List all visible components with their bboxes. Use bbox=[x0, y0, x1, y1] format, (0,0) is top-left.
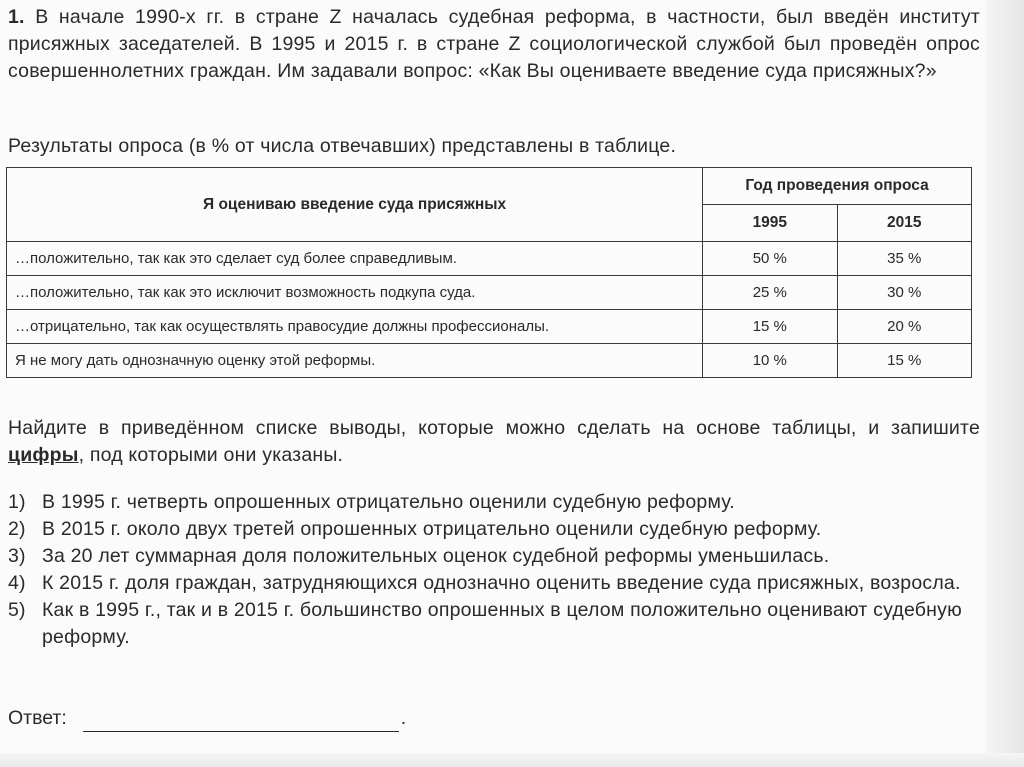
task-instruction-after: , под которыми они указаны. bbox=[78, 444, 344, 466]
header-year-2015: 2015 bbox=[837, 205, 971, 242]
value-2015: 30 % bbox=[837, 276, 971, 310]
option-number: 1) bbox=[8, 491, 26, 513]
value-1995: 25 % bbox=[703, 276, 837, 310]
answer-label: Ответ: bbox=[8, 707, 67, 729]
answer-end: . bbox=[400, 707, 407, 729]
row-statement: Я не могу дать однозначную оценку этой реформы. bbox=[7, 344, 703, 378]
table-row bbox=[7, 242, 972, 276]
option-number: 3) bbox=[8, 545, 26, 567]
header-year-1995: 1995 bbox=[703, 205, 837, 242]
option-text: В 2015 г. около двух третей опрошенных отрицательно оценили судебную реформу. bbox=[42, 518, 822, 540]
value-2015: 15 % bbox=[837, 344, 971, 378]
row-statement: …положительно, так как это исключит возможность подкупа суда. bbox=[7, 276, 703, 310]
list-item bbox=[8, 516, 980, 543]
value-1995: 10 % bbox=[703, 344, 837, 378]
table-row bbox=[7, 310, 972, 344]
page-bottom-shadow bbox=[0, 753, 1024, 767]
option-number: 5) bbox=[8, 599, 26, 621]
list-item bbox=[8, 543, 980, 570]
task-instruction bbox=[8, 415, 980, 469]
value-1995: 15 % bbox=[703, 310, 837, 344]
results-caption: Результаты опроса (в % от числа отвечавших) представлены в таблице. bbox=[8, 135, 677, 157]
option-text: Как в 1995 г., так и в 2015 г. большинство опрошенных в целом положительно оценивают судебную реформу. bbox=[42, 599, 962, 648]
row-statement: …положительно, так как это сделает суд более справедливым. bbox=[7, 242, 703, 276]
header-statement: Я оцениваю введение суда присяжных bbox=[7, 168, 703, 242]
table-row bbox=[7, 344, 972, 378]
answer-row bbox=[8, 705, 406, 732]
page-edge-shadow bbox=[986, 0, 1024, 767]
task-intro bbox=[8, 4, 980, 85]
row-statement: …отрицательно, так как осуществлять правосудие должны профессионалы. bbox=[7, 310, 703, 344]
answer-input-line[interactable] bbox=[83, 711, 399, 732]
survey-table bbox=[6, 167, 972, 378]
option-text: За 20 лет суммарная доля положительных оценок судебной реформы уменьшилась. bbox=[42, 545, 830, 567]
value-2015: 20 % bbox=[837, 310, 971, 344]
task-instruction-emphasis: цифры bbox=[8, 444, 79, 466]
option-text: В 1995 г. четверть опрошенных отрицательно оценили судебную реформу. bbox=[42, 491, 735, 513]
option-text: К 2015 г. доля граждан, затрудняющихся однозначно оценить введение суда присяжных, возросла. bbox=[42, 572, 961, 594]
task-number: 1. bbox=[8, 6, 25, 28]
list-item bbox=[8, 489, 980, 516]
value-1995: 50 % bbox=[703, 242, 837, 276]
task-intro-text: В начале 1990-х гг. в стране Z началась судебная реформа, в частности, был введён институт присяжных заседателей. В 1995 и 2015 г. в стране Z социологической службой был проведён опрос совершеннолетних граждан. Им задавали вопрос: «Как Вы оцениваете введение суда присяжных?» bbox=[8, 6, 980, 82]
header-year-group: Год проведения опроса bbox=[703, 168, 972, 205]
options-list bbox=[8, 489, 980, 651]
table-row bbox=[7, 276, 972, 310]
option-number: 2) bbox=[8, 518, 26, 540]
list-item bbox=[8, 570, 980, 597]
value-2015: 35 % bbox=[837, 242, 971, 276]
option-number: 4) bbox=[8, 572, 26, 594]
list-item bbox=[8, 597, 980, 651]
task-instruction-before: Найдите в приведённом списке выводы, которые можно сделать на основе таблицы, и запишите bbox=[8, 417, 980, 439]
